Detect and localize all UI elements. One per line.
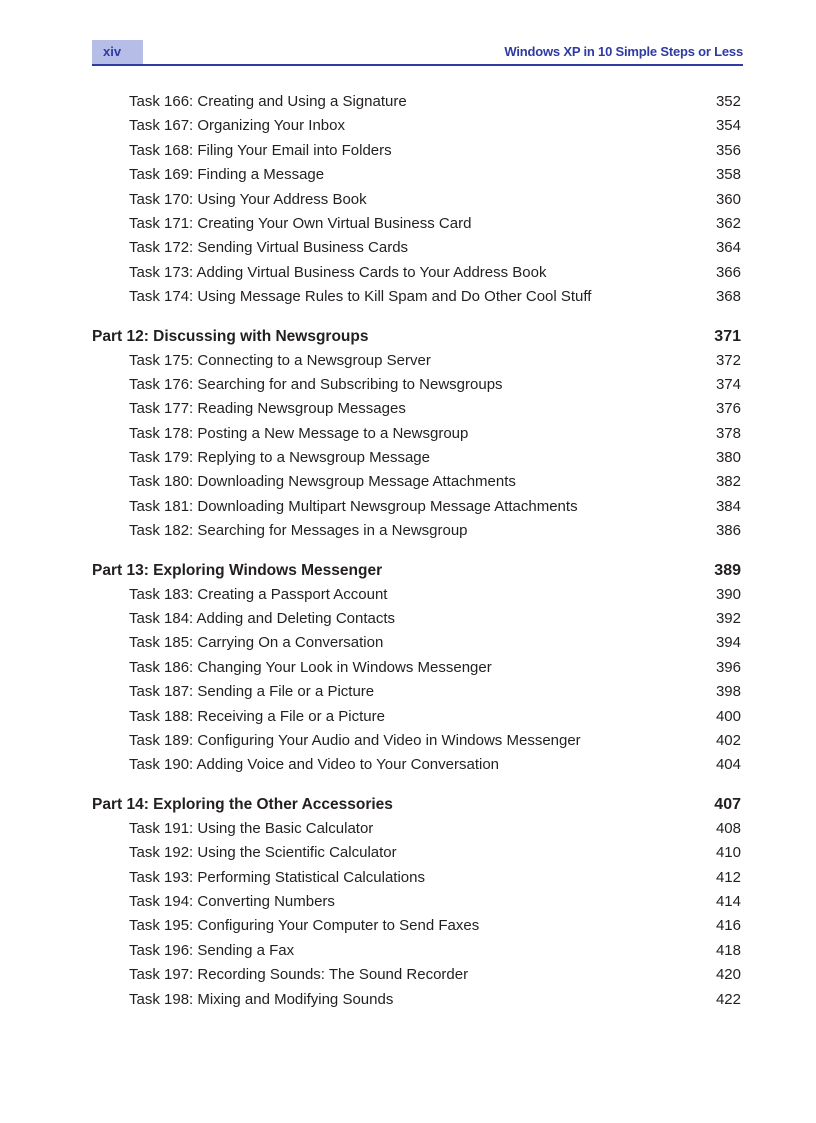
toc-task-entry (92, 705, 741, 729)
page-number: 360 (715, 190, 741, 208)
page-number: 376 (715, 400, 741, 418)
task-title: Task 197: Recording Sounds: The Sound Recorder (129, 966, 469, 984)
task-title: Task 178: Posting a New Message to a Newsgroup (129, 424, 469, 442)
task-title: Task 183: Creating a Passport Account (129, 585, 388, 603)
task-title: Task 177: Reading Newsgroup Messages (129, 400, 406, 418)
task-title: Task 173: Adding Virtual Business Cards to Your Address Book (129, 263, 547, 281)
toc-task-entry (92, 866, 741, 890)
task-title: Task 195: Configuring Your Computer to Send Faxes (129, 917, 480, 935)
page-number: 354 (715, 117, 741, 135)
toc-task-entry (92, 349, 741, 373)
page-number: 390 (715, 585, 741, 603)
page-number: 398 (715, 683, 741, 701)
task-title: Task 170: Using Your Address Book (129, 190, 367, 208)
page-number: 416 (715, 917, 741, 935)
task-title: Task 171: Creating Your Own Virtual Business Card (129, 214, 472, 232)
page-number: 382 (715, 473, 741, 491)
task-title: Task 192: Using the Scientific Calculator (129, 844, 397, 862)
toc-task-entry (92, 212, 741, 236)
task-title: Task 188: Receiving a File or a Picture (129, 707, 385, 725)
task-title: Task 198: Mixing and Modifying Sounds (129, 990, 394, 1008)
toc-task-entry (92, 729, 741, 753)
task-title: Task 184: Adding and Deleting Contacts (129, 610, 396, 628)
page-number: 407 (714, 795, 741, 813)
toc-task-entry (92, 656, 741, 680)
task-title: Task 179: Replying to a Newsgroup Message (129, 449, 430, 467)
toc-task-entry (92, 163, 741, 187)
task-title: Task 175: Connecting to a Newsgroup Server (129, 351, 431, 369)
task-title: Task 166: Creating and Using a Signature (129, 93, 407, 110)
task-title: Task 189: Configuring Your Audio and Video in Windows Messenger (129, 731, 581, 749)
page-number: 392 (715, 610, 741, 628)
toc-task-entry (92, 90, 741, 114)
page-number: 402 (715, 731, 741, 749)
toc-task-entry (92, 519, 741, 543)
header-rule (92, 64, 743, 66)
toc-task-entry (92, 285, 741, 309)
toc-task-entry (92, 963, 741, 987)
toc-task-entry (92, 817, 741, 841)
toc-task-entry (92, 583, 741, 607)
part-title: Part 14: Exploring the Other Accessories (92, 795, 393, 813)
toc-task-entry (92, 470, 741, 494)
page-number: 420 (715, 966, 741, 984)
page-number: 396 (715, 658, 741, 676)
toc-task-entry (92, 446, 741, 470)
running-head-title: Windows XP in 10 Simple Steps or Less (504, 44, 743, 59)
task-title: Task 182: Searching for Messages in a Newsgroup (129, 522, 468, 540)
page-number: 410 (715, 844, 741, 862)
toc-task-entry (92, 890, 741, 914)
task-title: Task 180: Downloading Newsgroup Message Attachments (129, 473, 516, 491)
toc-task-entry (92, 422, 741, 446)
page-number: 404 (715, 756, 741, 774)
page-number: 358 (715, 166, 741, 184)
page-number: 412 (715, 868, 741, 886)
toc-task-entry (92, 841, 741, 865)
page-number: 380 (715, 449, 741, 467)
page-number: 384 (715, 497, 741, 515)
toc-task-entry (92, 188, 741, 212)
page-header (92, 40, 743, 64)
toc-task-entry (92, 607, 741, 631)
page-number: 352 (715, 93, 741, 110)
page-number: 418 (715, 941, 741, 959)
task-title: Task 174: Using Message Rules to Kill Spam and Do Other Cool Stuff (129, 288, 592, 306)
task-title: Task 167: Organizing Your Inbox (129, 117, 345, 135)
page-number: 378 (715, 424, 741, 442)
task-title: Task 191: Using the Basic Calculator (129, 819, 374, 837)
task-title: Task 187: Sending a File or a Picture (129, 683, 375, 701)
page-number: 389 (714, 561, 741, 579)
toc-task-entry (92, 261, 741, 285)
task-title: Task 176: Searching for and Subscribing to Newsgroups (129, 375, 503, 393)
task-title: Task 168: Filing Your Email into Folders (129, 141, 392, 159)
toc-task-entry (92, 397, 741, 421)
page-number: 394 (715, 634, 741, 652)
toc-task-entry (92, 236, 741, 260)
task-title: Task 193: Performing Statistical Calculations (129, 868, 425, 886)
table-of-contents (92, 90, 741, 1012)
page-number: 414 (715, 892, 741, 910)
toc-part-heading (92, 792, 741, 817)
part-title: Part 12: Discussing with Newsgroups (92, 327, 369, 345)
toc-task-entry (92, 680, 741, 704)
page-number: 356 (715, 141, 741, 159)
task-title: Task 196: Sending a Fax (129, 941, 295, 959)
toc-task-entry (92, 139, 741, 163)
toc-task-entry (92, 939, 741, 963)
page-number: 372 (715, 351, 741, 369)
task-title: Task 185: Carrying On a Conversation (129, 634, 384, 652)
page-number: 368 (715, 288, 741, 306)
toc-task-entry (92, 753, 741, 777)
toc-task-entry (92, 988, 741, 1012)
page-number: 371 (714, 327, 741, 345)
part-title: Part 13: Exploring Windows Messenger (92, 561, 383, 579)
toc-task-entry (92, 114, 741, 138)
toc-task-entry (92, 373, 741, 397)
page-number: 366 (715, 263, 741, 281)
page-number: 386 (715, 522, 741, 540)
task-title: Task 169: Finding a Message (129, 166, 325, 184)
page-number: 364 (715, 239, 741, 257)
task-title: Task 186: Changing Your Look in Windows Messenger (129, 658, 492, 676)
task-title: Task 181: Downloading Multipart Newsgroup Message Attachments (129, 497, 578, 515)
toc-part-heading (92, 324, 741, 349)
page-number: 422 (715, 990, 741, 1008)
page-number: 362 (715, 214, 741, 232)
toc-task-entry (92, 914, 741, 938)
task-title: Task 172: Sending Virtual Business Cards (129, 239, 409, 257)
page-number: 374 (715, 375, 741, 393)
page-number: 400 (715, 707, 741, 725)
page-number-tab: xiv (92, 40, 143, 64)
task-title: Task 190: Adding Voice and Video to Your Conversation (129, 756, 499, 774)
task-title: Task 194: Converting Numbers (129, 892, 335, 910)
toc-task-entry (92, 631, 741, 655)
toc-task-entry (92, 495, 741, 519)
toc-part-heading (92, 558, 741, 583)
page-number: 408 (715, 819, 741, 837)
